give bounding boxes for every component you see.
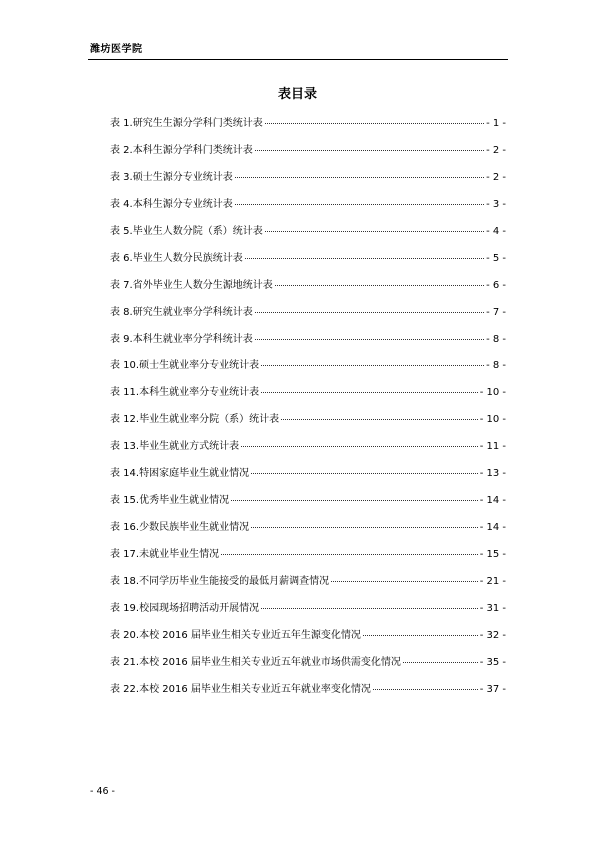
dot-leader bbox=[373, 689, 478, 690]
toc-entry[interactable] bbox=[110, 683, 506, 710]
dot-leader bbox=[261, 365, 484, 366]
toc-entry[interactable] bbox=[110, 575, 506, 602]
toc-entry-page: - 10 - bbox=[479, 414, 506, 426]
running-header: 潍坊医学院 bbox=[90, 44, 143, 55]
toc-entry-page: - 10 - bbox=[479, 387, 506, 399]
toc-entry-label: 表 14.特困家庭毕业生就业情况 bbox=[110, 468, 250, 480]
toc-entry[interactable] bbox=[110, 494, 506, 521]
toc-entry-page: - 31 - bbox=[479, 602, 506, 614]
toc-entry-label: 表 17.未就业毕业生情况 bbox=[110, 549, 220, 560]
toc-entry-label: 表 6.毕业生人数分民族统计表 bbox=[110, 252, 243, 264]
toc-entry-page: - 4 - bbox=[486, 225, 506, 237]
toc-entry-label: 表 1.研究生生源分学科门类统计表 bbox=[110, 118, 263, 129]
toc-entry[interactable] bbox=[110, 198, 506, 225]
toc-entry[interactable] bbox=[110, 467, 506, 494]
toc-entry[interactable] bbox=[110, 171, 506, 198]
toc-entry-page: - 2 - bbox=[486, 171, 506, 183]
toc-entry[interactable] bbox=[110, 656, 506, 683]
dot-leader bbox=[265, 123, 484, 124]
toc-entry[interactable] bbox=[110, 602, 506, 629]
toc-entry-label: 表 4.本科生源分专业统计表 bbox=[110, 198, 233, 210]
toc-entry-label: 表 11.本科生就业率分专业统计表 bbox=[110, 387, 260, 399]
toc-entry[interactable] bbox=[110, 225, 506, 252]
toc-entry-label: 表 2.本科生源分学科门类统计表 bbox=[110, 144, 253, 156]
toc-entry-page: - 15 - bbox=[479, 549, 506, 560]
toc-entry[interactable] bbox=[110, 333, 506, 360]
toc-entry-page: - 1 - bbox=[486, 118, 506, 129]
dot-leader bbox=[265, 231, 484, 232]
toc-entry-label: 表 5.毕业生人数分院（系）统计表 bbox=[110, 225, 263, 237]
toc-entry-label: 表 12.毕业生就业率分院（系）统计表 bbox=[110, 414, 280, 426]
dot-leader bbox=[221, 554, 478, 555]
toc-entry-page: - 7 - bbox=[486, 306, 506, 318]
toc-entry-label: 表 9.本科生就业率分学科统计表 bbox=[110, 333, 253, 345]
toc-entry-label: 表 10.硕士生就业率分专业统计表 bbox=[110, 360, 260, 372]
dot-leader bbox=[235, 204, 484, 205]
toc-entry-label: 表 18.不同学历毕业生能接受的最低月薪调查情况 bbox=[110, 575, 330, 587]
toc-entry-label: 表 8.研究生就业率分学科统计表 bbox=[110, 306, 253, 318]
toc-entry[interactable] bbox=[110, 252, 506, 279]
toc-entry-page: - 11 - bbox=[479, 441, 506, 453]
dot-leader bbox=[245, 258, 484, 259]
dot-leader bbox=[363, 635, 478, 636]
toc-entry-page: - 8 - bbox=[486, 360, 506, 372]
table-of-contents bbox=[110, 117, 506, 710]
dot-leader bbox=[241, 446, 478, 447]
header-divider bbox=[88, 59, 508, 60]
dot-leader bbox=[261, 608, 478, 609]
dot-leader bbox=[275, 285, 484, 286]
toc-entry-label: 表 16.少数民族毕业生就业情况 bbox=[110, 522, 250, 534]
toc-entry[interactable] bbox=[110, 117, 506, 144]
dot-leader bbox=[331, 581, 478, 582]
toc-entry[interactable] bbox=[110, 359, 506, 386]
toc-entry-page: - 8 - bbox=[486, 333, 506, 345]
toc-entry-label: 表 13.毕业生就业方式统计表 bbox=[110, 441, 240, 453]
toc-entry[interactable] bbox=[110, 144, 506, 171]
toc-entry-label: 表 19.校园现场招聘活动开展情况 bbox=[110, 602, 260, 614]
toc-entry-label: 表 15.优秀毕业生就业情况 bbox=[110, 495, 230, 507]
toc-entry-label: 表 22.本校 2016 届毕业生相关专业近五年就业率变化情况 bbox=[110, 683, 371, 695]
page-number: - 46 - bbox=[90, 786, 115, 797]
toc-entry[interactable] bbox=[110, 386, 506, 413]
toc-entry[interactable] bbox=[110, 521, 506, 548]
toc-entry-page: - 37 - bbox=[479, 683, 506, 695]
toc-entry-label: 表 21.本校 2016 届毕业生相关专业近五年就业市场供需变化情况 bbox=[110, 656, 401, 668]
toc-title: 表目录 bbox=[277, 87, 317, 102]
toc-entry[interactable] bbox=[110, 306, 506, 333]
toc-entry-label: 表 7.省外毕业生人数分生源地统计表 bbox=[110, 279, 273, 291]
toc-entry-label: 表 3.硕士生源分专业统计表 bbox=[110, 171, 233, 183]
toc-entry-page: - 21 - bbox=[479, 575, 506, 587]
toc-entry-page: - 14 - bbox=[479, 522, 506, 534]
dot-leader bbox=[235, 177, 484, 178]
toc-entry-page: - 13 - bbox=[479, 468, 506, 480]
dot-leader bbox=[255, 339, 484, 340]
dot-leader bbox=[255, 312, 484, 313]
toc-entry-page: - 3 - bbox=[486, 198, 506, 210]
dot-leader bbox=[403, 662, 478, 663]
toc-entry[interactable] bbox=[110, 413, 506, 440]
dot-leader bbox=[251, 473, 478, 474]
dot-leader bbox=[251, 527, 478, 528]
toc-entry[interactable] bbox=[110, 440, 506, 467]
toc-entry-label: 表 20.本校 2016 届毕业生相关专业近五年生源变化情况 bbox=[110, 629, 361, 641]
toc-entry[interactable] bbox=[110, 629, 506, 656]
dot-leader bbox=[231, 500, 478, 501]
toc-entry-page: - 2 - bbox=[486, 144, 506, 156]
toc-entry-page: - 32 - bbox=[479, 629, 506, 641]
toc-entry-page: - 14 - bbox=[479, 495, 506, 507]
toc-entry-page: - 35 - bbox=[479, 656, 506, 668]
toc-entry[interactable] bbox=[110, 279, 506, 306]
dot-leader bbox=[281, 419, 478, 420]
dot-leader bbox=[255, 150, 484, 151]
toc-entry[interactable] bbox=[110, 548, 506, 575]
dot-leader bbox=[261, 392, 478, 393]
toc-entry-page: - 6 - bbox=[486, 279, 506, 291]
toc-entry-page: - 5 - bbox=[486, 252, 506, 264]
